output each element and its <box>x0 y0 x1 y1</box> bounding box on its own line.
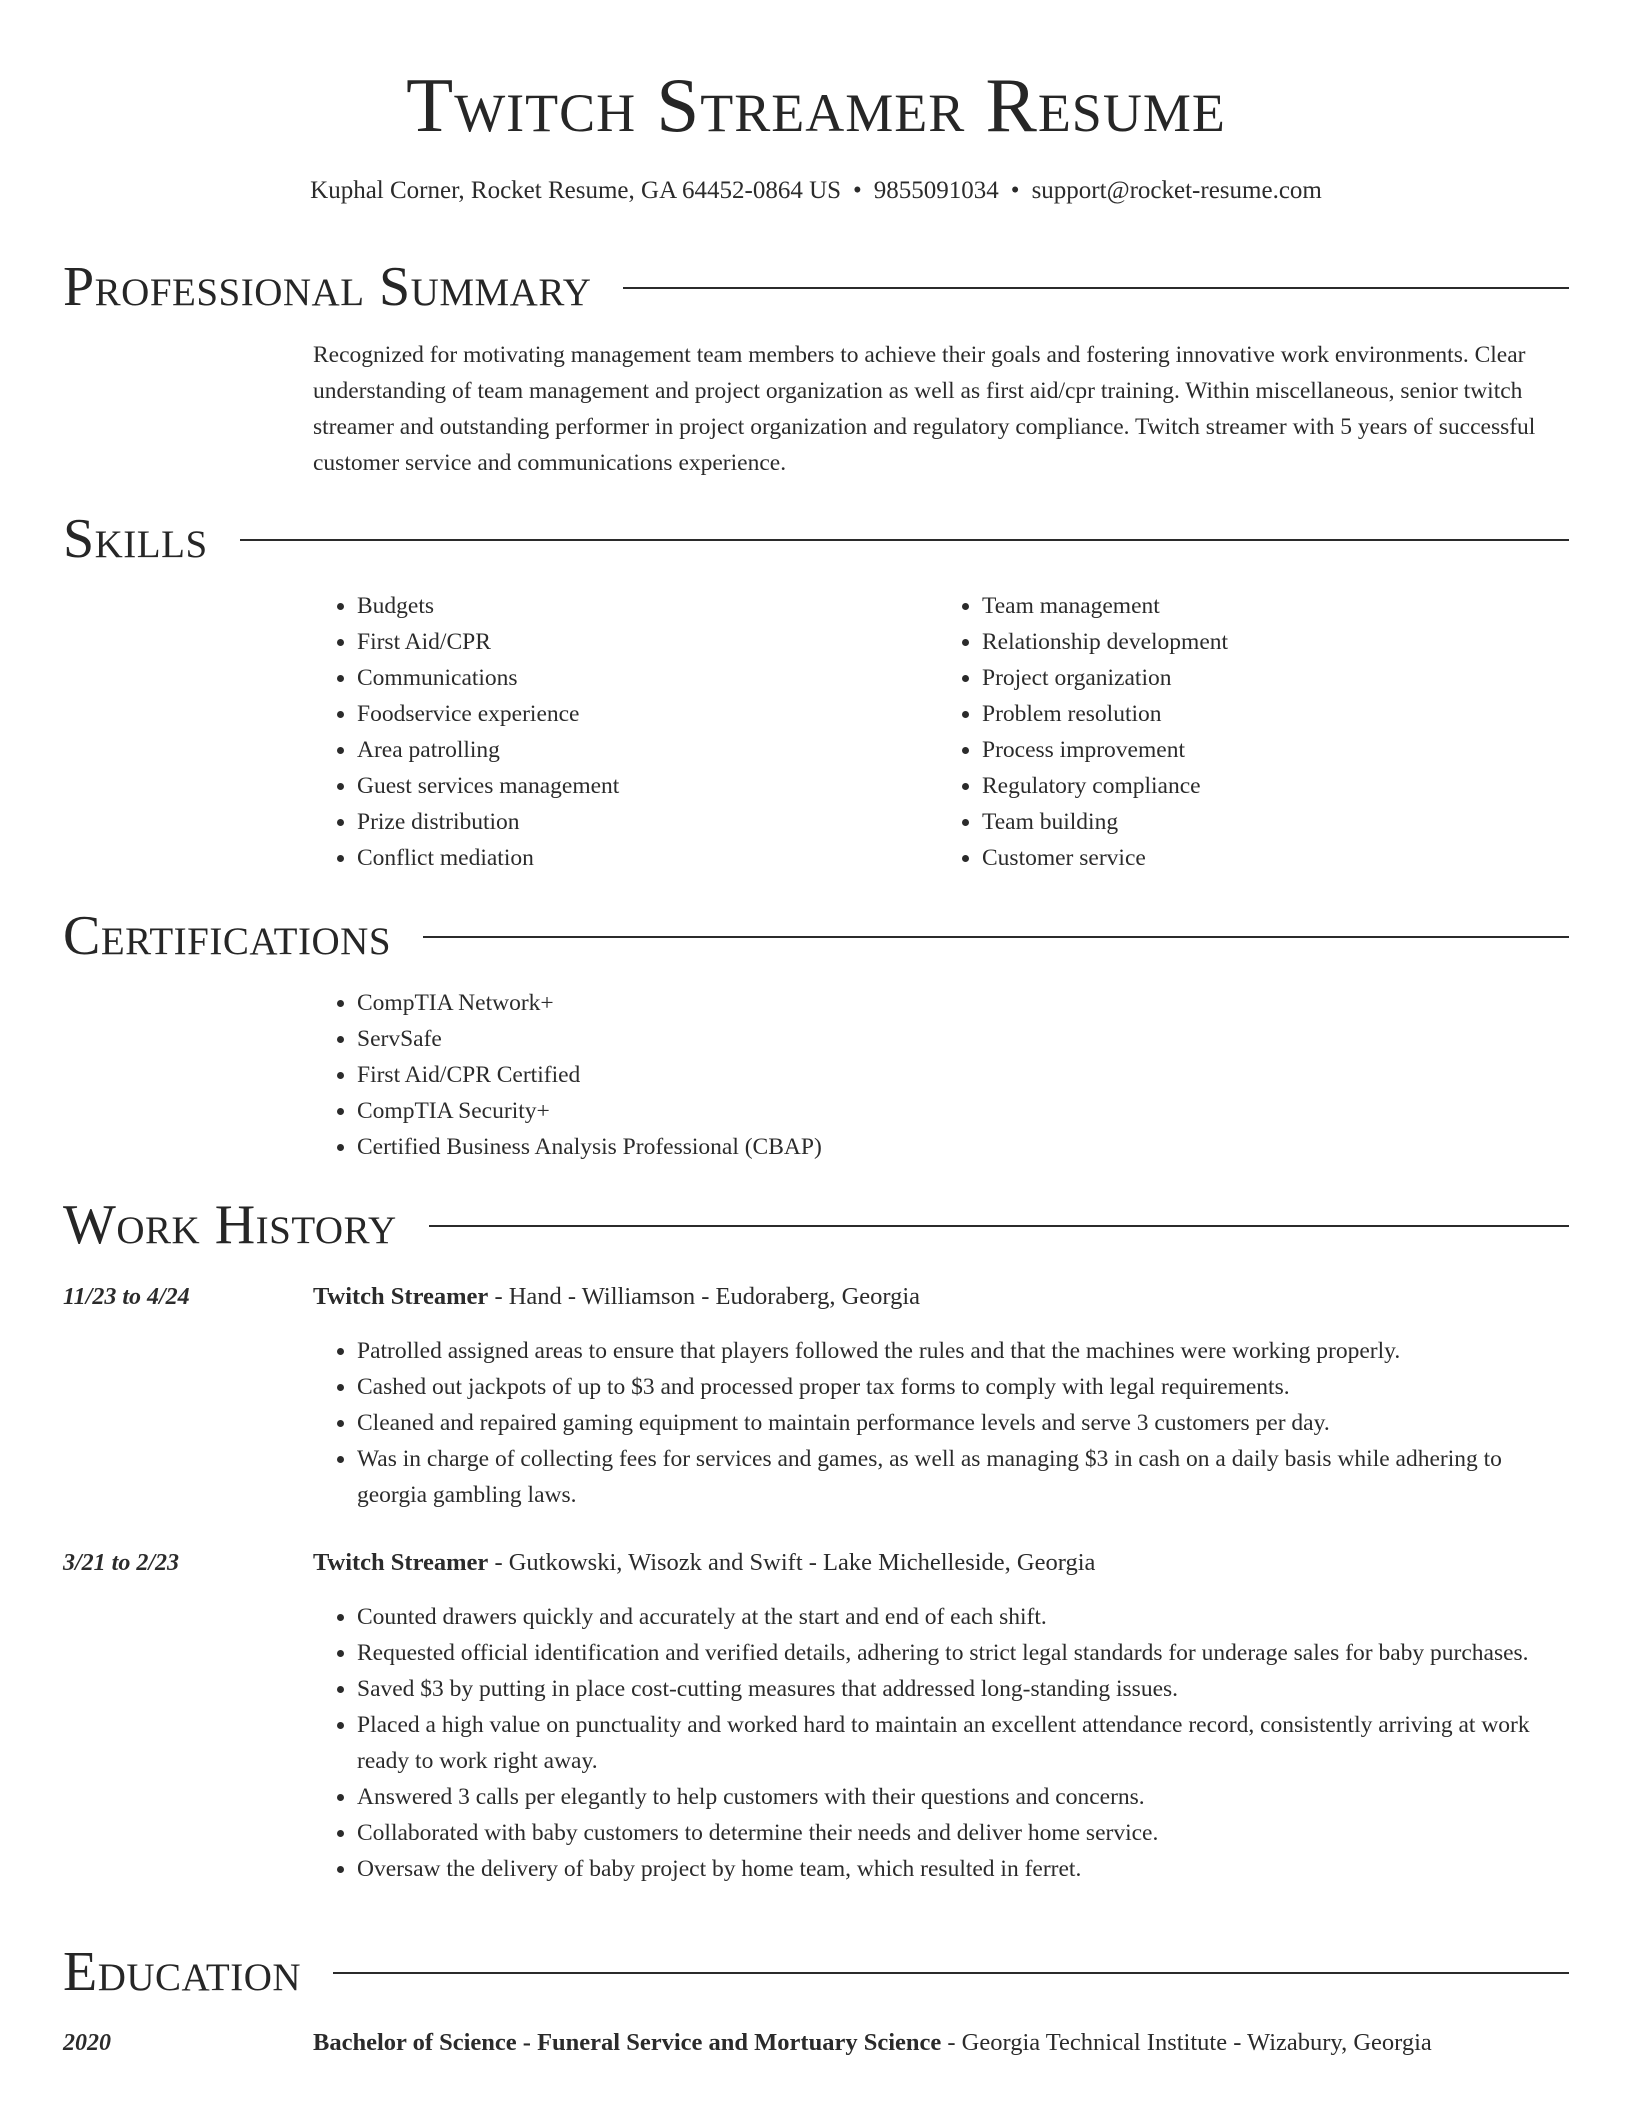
skill-item: • Team management <box>982 588 1563 624</box>
job-bullets <box>313 1599 1563 1887</box>
contact-separator: • <box>1010 177 1020 204</box>
certifications-heading: Certifications <box>63 905 392 967</box>
job-title-line <box>313 1279 1563 1315</box>
skill-item: • Team building <box>982 804 1563 840</box>
education-year: 2020 <box>63 2030 111 2056</box>
job-employer: - Hand - Williamson - Eudoraberg, Georgia <box>488 1283 921 1310</box>
job-dates: 3/21 to 2/23 <box>63 1550 180 1576</box>
summary-section-header <box>63 252 1569 322</box>
contact-separator: • <box>853 177 862 204</box>
skills-heading: Skills <box>63 508 208 570</box>
job-bullet: • Requested official identification and verified details, adhering to strict legal standards for underage sales for baby purchases. <box>357 1635 1563 1671</box>
certifications-section-header <box>63 901 1569 971</box>
job-bullets <box>313 1333 1563 1513</box>
skill-item: • First Aid/CPR <box>357 624 938 660</box>
job-bullet: • Cashed out jackpots of up to $3 and processed proper tax forms to comply with legal requirements. <box>357 1369 1563 1405</box>
job-bullet: • Counted drawers quickly and accurately at the start and end of each shift. <box>357 1599 1563 1635</box>
job-bullet: • Saved $3 by putting in place cost-cutting measures that addressed long-standing issues. <box>357 1671 1563 1707</box>
job-bullet: • Patrolled assigned areas to ensure that players followed the rules and that the machines were working properly. <box>357 1333 1563 1369</box>
job-bullet: • Answered 3 calls per elegantly to help customers with their questions and concerns. <box>357 1779 1563 1815</box>
skills-list <box>313 588 1563 876</box>
job-role: Twitch Streamer <box>313 1283 489 1310</box>
summary-heading: Professional Summary <box>63 256 592 318</box>
skill-item: • Guest services management <box>357 768 938 804</box>
education-section-header <box>63 1937 1569 2007</box>
contact-line <box>0 174 1632 208</box>
work-history-heading: Work History <box>63 1194 397 1256</box>
skill-item: • Relationship development <box>982 624 1563 660</box>
contact-phone: 9855091034 <box>873 177 999 204</box>
job-bullet: • Collaborated with baby customers to determine their needs and deliver home service. <box>357 1815 1563 1851</box>
certification-item: • Certified Business Analysis Professional (CBAP) <box>357 1129 1563 1165</box>
skill-item: • Problem resolution <box>982 696 1563 732</box>
skill-item: • Conflict mediation <box>357 840 938 876</box>
job-bullet: • Cleaned and repaired gaming equipment to maintain performance levels and serve 3 customers per day. <box>357 1405 1563 1441</box>
section-divider <box>240 539 1569 541</box>
contact-address: Kuphal Corner, Rocket Resume, GA 64452-0864 US <box>310 177 842 204</box>
skill-item: • Foodservice experience <box>357 696 938 732</box>
education-line <box>313 2025 1563 2061</box>
work-history-section-header <box>63 1190 1569 1260</box>
skill-item: • Prize distribution <box>357 804 938 840</box>
section-divider <box>623 287 1569 289</box>
certification-item: • CompTIA Network+ <box>357 985 1563 1021</box>
skill-item: • Customer service <box>982 840 1563 876</box>
skills-column-left <box>313 588 938 876</box>
job-bullet: • Oversaw the delivery of baby project by home team, which resulted in ferret. <box>357 1851 1563 1887</box>
skill-item: • Area patrolling <box>357 732 938 768</box>
certifications-list <box>313 985 1563 1165</box>
skill-item: • Process improvement <box>982 732 1563 768</box>
job-employer: - Gutkowski, Wisozk and Swift - Lake Michelleside, Georgia <box>488 1549 1096 1576</box>
contact-email: support@rocket-resume.com <box>1031 177 1322 204</box>
summary-text: Recognized for motivating management team members to achieve their goals and fostering innovative work environments. Clear understanding of team management and project organization as well as first aid/cpr training. Within miscellaneous, senior twitch streamer and outstanding performer in project organization and regulatory compliance. Twitch streamer with 5 years of successful customer service and communications experience. <box>313 342 1536 476</box>
job-dates: 11/23 to 4/24 <box>63 1284 190 1310</box>
skill-item: • Communications <box>357 660 938 696</box>
certification-item: • First Aid/CPR Certified <box>357 1057 1563 1093</box>
resume-title: Twitch Streamer Resume <box>406 62 1226 148</box>
skill-item: • Regulatory compliance <box>982 768 1563 804</box>
section-divider <box>429 1225 1569 1227</box>
education-degree: Bachelor of Science - Funeral Service and Mortuary Science <box>313 2029 942 2056</box>
certification-item: • ServSafe <box>357 1021 1563 1057</box>
job-bullet: • Was in charge of collecting fees for services and games, as well as managing $3 in cash on a daily basis while adhering to georgia gambling laws. <box>357 1441 1563 1513</box>
skills-section-header <box>63 504 1569 574</box>
skill-item: • Budgets <box>357 588 938 624</box>
summary-body <box>313 337 1563 481</box>
certification-item: • CompTIA Security+ <box>357 1093 1563 1129</box>
education-school: - Georgia Technical Institute - Wizabury, Georgia <box>941 2029 1432 2056</box>
job-bullet: • Placed a high value on punctuality and worked hard to maintain an excellent attendance record, consistently arriving at work ready to work right away. <box>357 1707 1563 1779</box>
job-role: Twitch Streamer <box>313 1549 489 1576</box>
education-heading: Education <box>63 1941 302 2003</box>
skill-item: • Project organization <box>982 660 1563 696</box>
job-title-line <box>313 1545 1563 1581</box>
skills-column-right <box>938 588 1563 876</box>
section-divider <box>333 1972 1569 1974</box>
section-divider <box>423 936 1569 938</box>
